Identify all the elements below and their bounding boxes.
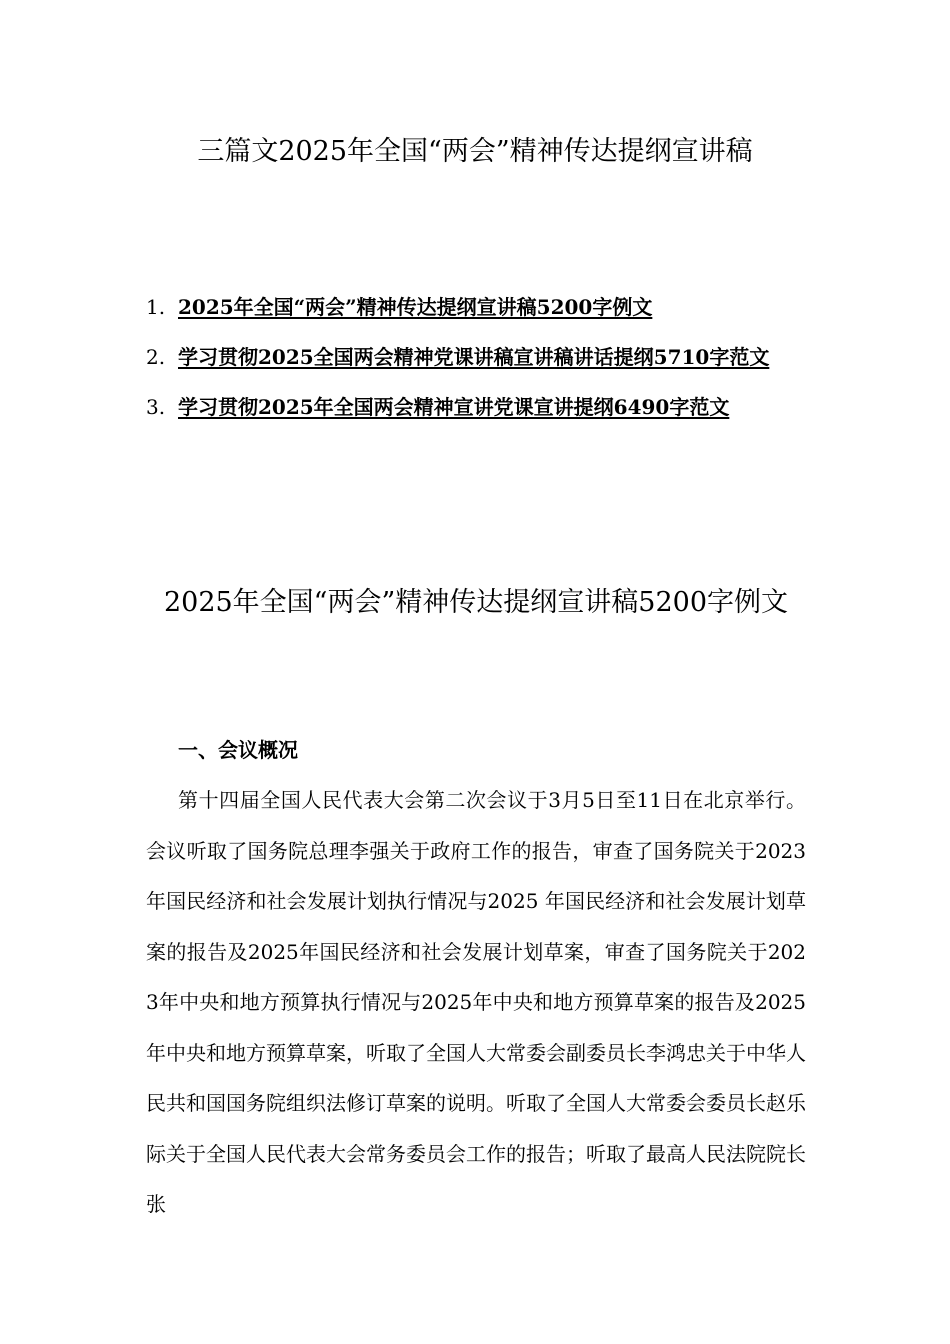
document-title: 三篇文2025年全国“两会”精神传达提纲宣讲稿: [197, 136, 753, 167]
toc-item-2: [146, 332, 806, 382]
section-subheading: 一、会议概况: [178, 738, 298, 762]
body-paragraph: 第十四届全国人民代表大会第二次会议于3月5日至11日在北京举行。会议听取了国务院总理李强关于政府工作的报告，审查了国务院关于2023年国民经济和社会发展计划执行情况与2025 年国民经济和社会发展计划草案的报告及2025年国民经济和社会发展计划草案，审查了国务院关于2023年中央和地方预算执行情况与2025年中央和地方预算草案的报告及2025年中央和地方预算草案，听取了全国人大常委会副委员长李鸿忠关于中华人民共和国国务院组织法修订草案的说明。听取了全国人大常委会委员长赵乐际关于全国人民代表大会常务委员会工作的报告；听取了最高人民法院院长张: [146, 788, 806, 1216]
toc-number: 2.: [146, 345, 166, 369]
toc-item-3: [146, 382, 806, 432]
section-title: 2025年全国“两会”精神传达提纲宣讲稿5200字例文: [163, 587, 789, 618]
toc-item-1: [146, 282, 806, 332]
toc-number: 3.: [146, 395, 166, 419]
toc-link-2[interactable]: 学习贯彻2025全国两会精神党课讲稿宣讲稿讲话提纲5710字范文: [178, 345, 770, 369]
toc-link-3[interactable]: 学习贯彻2025年全国两会精神宣讲党课宣讲提纲6490字范文: [178, 395, 730, 419]
toc-link-1[interactable]: 2025年全国“两会”精神传达提纲宣讲稿5200字例文: [178, 295, 653, 319]
table-of-contents: [146, 282, 806, 432]
toc-number: 1.: [146, 295, 166, 319]
